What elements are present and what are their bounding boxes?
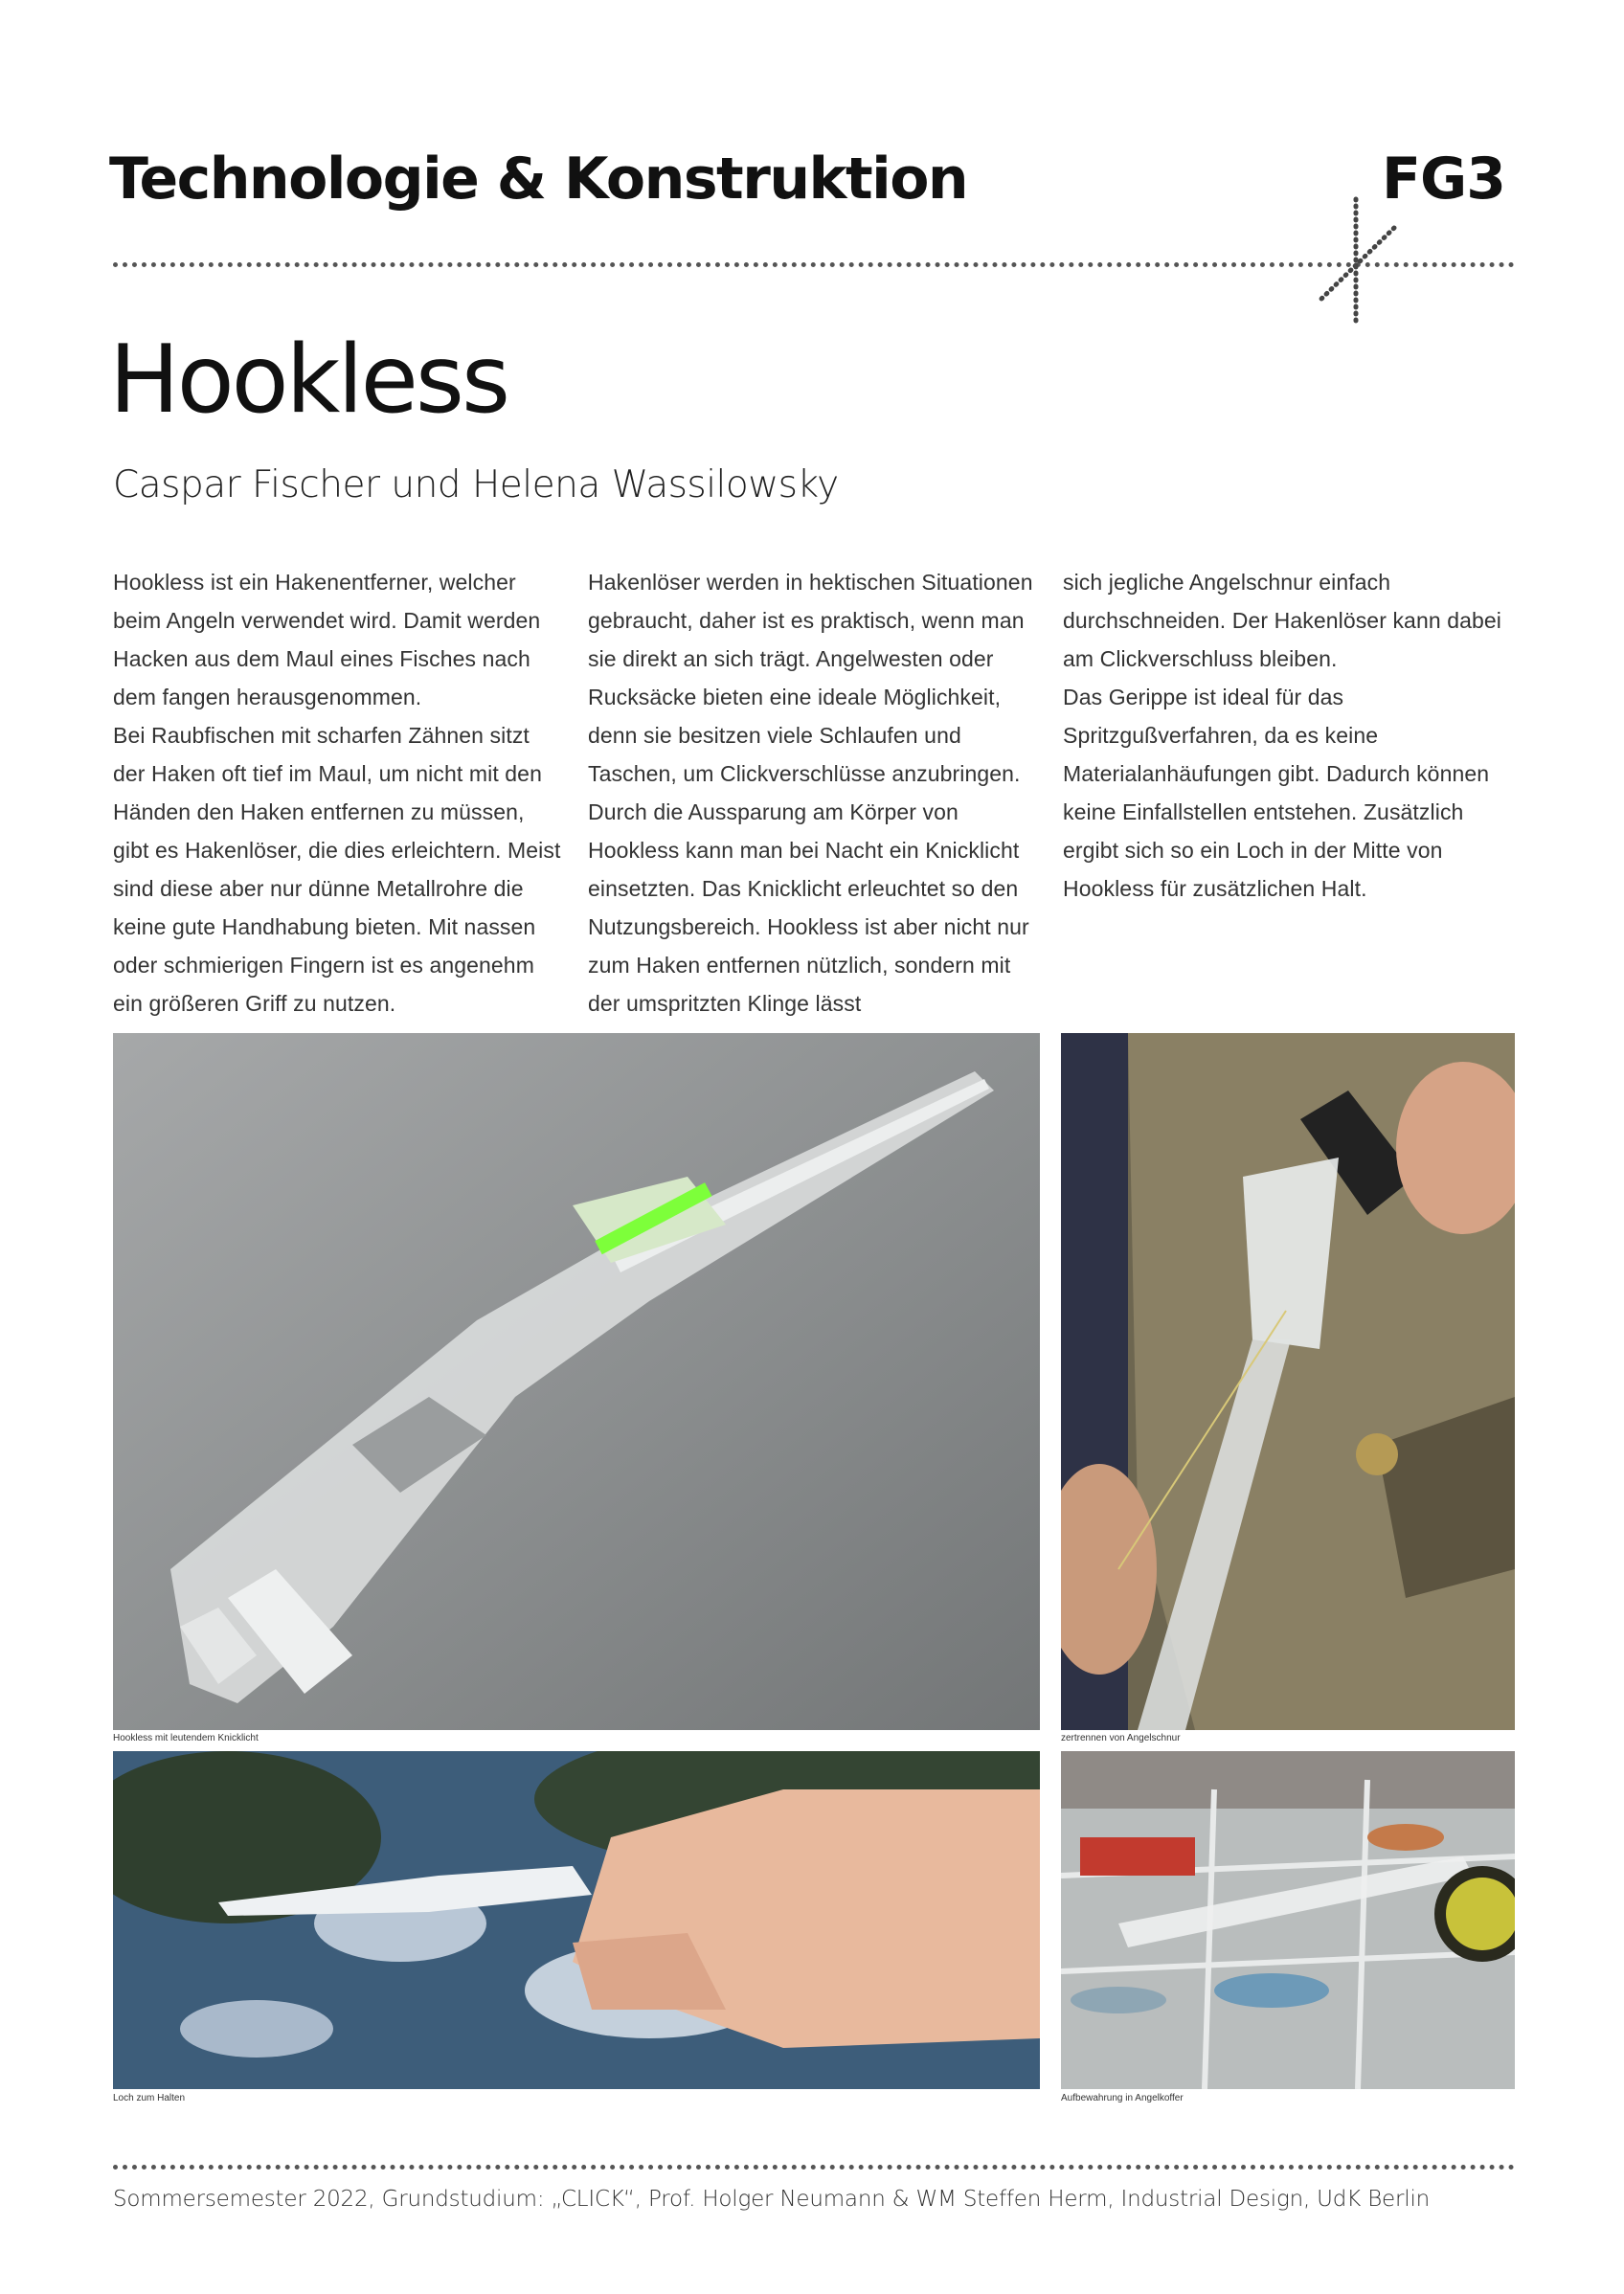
paragraph: Bei Raubfischen mit scharfen Zähnen sitzt der Haken oft tief im Maul, um nicht mit den Händen den Haken entfernen zu müssen, gibt es Hakenlöser, die dies erleichtern. Meist sind diese aber nur dünne Metallrohre die keine gute Handhabung bieten. Mit nassen oder schmierigen Fingern ist es angenehm ein größeren Griff zu nutzen. — [113, 723, 561, 1016]
photo-caption: Loch zum Halten — [113, 2093, 186, 2103]
paragraph: Hakenlöser werden in hektischen Situationen gebraucht, daher ist es praktisch, wenn man sie direkt an sich trägt. Angelwesten oder Rucksäcke bieten eine ideale Möglichkeit, denn sie besitzen viele Schlaufen und Taschen, um Clickverschlüsse anzubringen. — [588, 570, 1033, 786]
document-title: Hookless — [109, 326, 508, 435]
paragraph: sich jegliche Angelschnur einfach durchschneiden. Der Hakenlöser kann dabei am Clickverschluss bleiben. — [1063, 570, 1501, 671]
photo-cutting-line — [1061, 1033, 1515, 1730]
photo-tackle-box — [1061, 1751, 1515, 2089]
photo-hookless-glowstick — [113, 1033, 1040, 1730]
header-divider — [113, 262, 1515, 267]
paragraph: Durch die Aussparung am Körper von Hookless kann man bei Nacht ein Knicklicht einsetzten. Das Knicklicht erleuchtet so den Nutzungsbereich. Hookless ist aber nicht nur zum Haken entfernen nützlich, sondern mit der umspritzten Klinge lässt — [588, 799, 1029, 1016]
photo-caption: Aufbewahrung in Angelkoffer — [1061, 2093, 1184, 2103]
cross-mark-icon — [1308, 195, 1404, 329]
photo-holding-over-water — [113, 1751, 1040, 2089]
text-column-1 — [113, 563, 563, 1023]
text-column-2 — [588, 563, 1048, 1023]
section-title: Technologie & Konstruktion — [109, 146, 968, 213]
paragraph: Hookless ist ein Hakenentferner, welcher beim Angeln verwendet wird. Damit werden Hacken aus dem Maul eines Fisches nach dem fangen herausgenommen. — [113, 570, 541, 709]
fg-label: FG3 — [1382, 146, 1505, 213]
paragraph: Das Gerippe ist ideal für das Spritzgußverfahren, da es keine Materialanhäufungen gibt. Dadurch können keine Einfallstellen entstehen. Zusätzlich ergibt sich so ein Loch in der Mitte von Hookless für zusätzlichen Halt. — [1063, 685, 1490, 901]
photo-caption: Hookless mit leutendem Knicklicht — [113, 1733, 259, 1743]
footer-credits: Sommersemester 2022, Grundstudium: „CLICK“, Prof. Holger Neumann & WM Steffen Herm, Industrial Design, UdK Berlin — [113, 2187, 1431, 2212]
footer-divider — [113, 2165, 1515, 2170]
authors: Caspar Fischer und Helena Wassilowsky — [113, 463, 839, 506]
text-column-3 — [1063, 563, 1522, 908]
photo-caption: zertrennen von Angelschnur — [1061, 1733, 1181, 1743]
